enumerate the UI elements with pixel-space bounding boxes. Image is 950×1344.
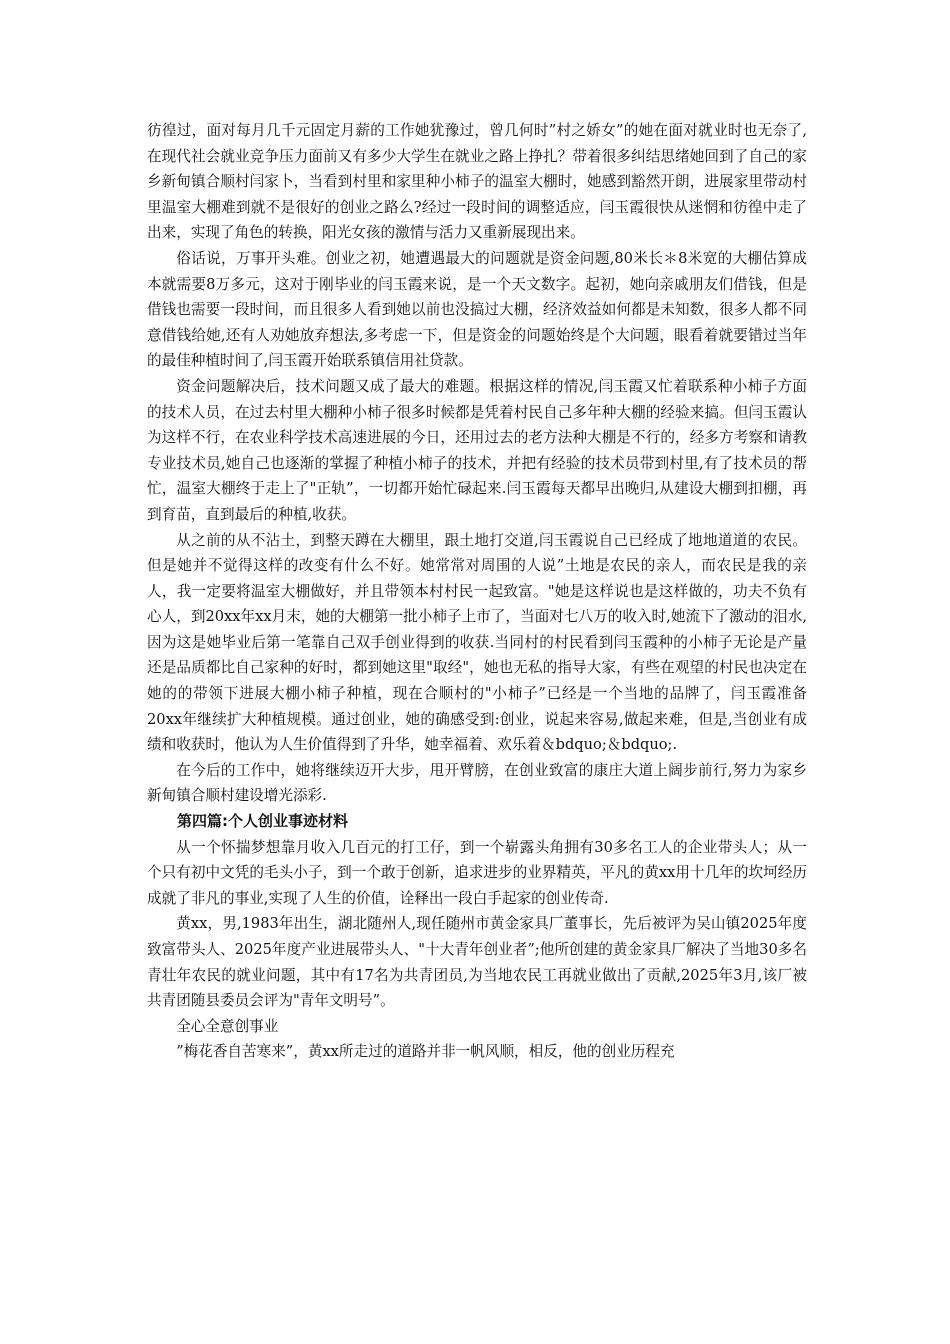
subsection-title: 全心全意创事业 [176,1017,279,1035]
document-page [147,118,807,1065]
body-paragraph: 在今后的工作中，她将继续迈开大步，甩开臂膀，在创业致富的康庄大道上阔步前行,努力为家乡新甸镇合顺村建设增光添彩. [147,761,807,805]
body-paragraph: 俗话说，万事开头难。创业之初，她遭遇最大的问题就是资金问题,80米长＊8米宽的大棚估算成本就需要8万多元，这对于刚毕业的闫玉霞来说，是一个天文数字。起初，她向亲戚朋友们借钱，但是借钱也需要一段时间，而且很多人看到她以前也没搞过大棚，经济效益如何都是未知数，很多人都不同意借钱给她,还有人劝她放弃想法,多考虑一下，但是资金的问题始终是个大问题，眼看着就要错过当年的最佳种植时间了,闫玉霞开始联系镇信用社贷款。 [147,249,807,370]
body-paragraph: 彷徨过，面对每月几千元固定月薪的工作她犹豫过，曾几何时”村之娇女”的她在面对就业时也无奈了,在现代社会就业竞争压力面前又有多少大学生在就业之路上挣扎？带着很多纠结思绪她回到了自己的家乡新甸镇合顺村闫家卜，当看到村里和家里种小柿子的温室大棚时，她感到豁然开朗，进展家里带动村里温室大棚难到就不是很好的创业之路么?经过一段时间的调整适应，闫玉霞很快从迷惘和彷徨中走了出来，实现了角色的转换，阳光女孩的激情与活力又重新展现出来。 [147,122,807,242]
body-paragraph: 从之前的从不沾土，到整天蹲在大棚里，跟土地打交道,闫玉霞说自己已经成了地地道道的农民。但是她并不觉得这样的改变有什么不好。她常常对周围的人说”土地是农民的亲人，而农民是我的亲人，我一定要将温室大棚做好，并且带领本村村民一起致富。"她是这样说也是这样做的，功夫不负有心人，到20xx年xx月末，她的大棚第一批小柿子上市了，当面对七八万的收入时,她流下了激动的泪水,因为这是她毕业后第一笔靠自己双手创业得到的收获.当同村的村民看到闫玉霞种的小柿子无论是产量还是品质都比自己家种的好时，都到她这里"取经"，她也无私的指导大家，有些在观望的村民也决定在她的的带领下进展大棚小柿子种植，现在合顺村的"小柿子”已经是一个当地的品牌了，闫玉霞准备20xx年继续扩大种植规模。通过创业，她的确感受到:创业，说起来容易,做起来难，但是,当创业有成绩和收获时，他认为人生价值得到了升华，她幸福着、欢乐着＆bdquo;＆bdquo;. [147,531,807,754]
body-paragraph: 资金问题解决后，技术问题又成了最大的难题。根据这样的情况,闫玉霞又忙着联系种小柿子方面的技术人员，在过去村里大棚种小柿子很多时候都是凭着村民自己多年种大棚的经验来搞。但闫玉霞认为这样不行，在农业科学技术高速进展的今日，还用过去的老方法种大棚是不行的，经多方考察和请教专业技术员,她自己也逐渐的掌握了种植小柿子的技术，并把有经验的技术员带到村里,有了技术员的帮忙，温室大棚终于走上了"正轨”，一切都开始忙碌起来.闫玉霞每天都早出晚归,从建设大棚到扣棚，再到育苗，直到最后的种植,收获。 [147,377,807,523]
body-paragraph: 从一个怀揣梦想靠月收入几百元的打工仔，到一个崭露头角拥有30多名工人的企业带头人；从一个只有初中文凭的毛头小子，到一个敢于创新，追求进步的业界精英，平凡的黄xx用十几年的坎坷经历成就了非凡的事业,实现了人生的价值，诠释出一段白手起家的创业传奇. [147,838,807,907]
body-paragraph: 黄xx，男,1983年出生，湖北随州人,现任随州市黄金家具厂董事长，先后被评为吴山镇2025年度致富带头人、2025年度产业进展带头人、"十大青年创业者”;他所创建的黄金家具厂解决了当地30多名青壮年农民的就业问题，其中有17名为共青团员,为当地农民工再就业做出了贡献,2025年3月,该厂被共青团随县委员会评为"青年文明号”。 [147,915,807,1010]
section-heading: 第四篇:个人创业事迹材料 [177,812,348,831]
body-paragraph: ”梅花香自苦寒来”，黄xx所走过的道路并非一帆风顺，相反，他的创业历程充 [176,1043,675,1061]
